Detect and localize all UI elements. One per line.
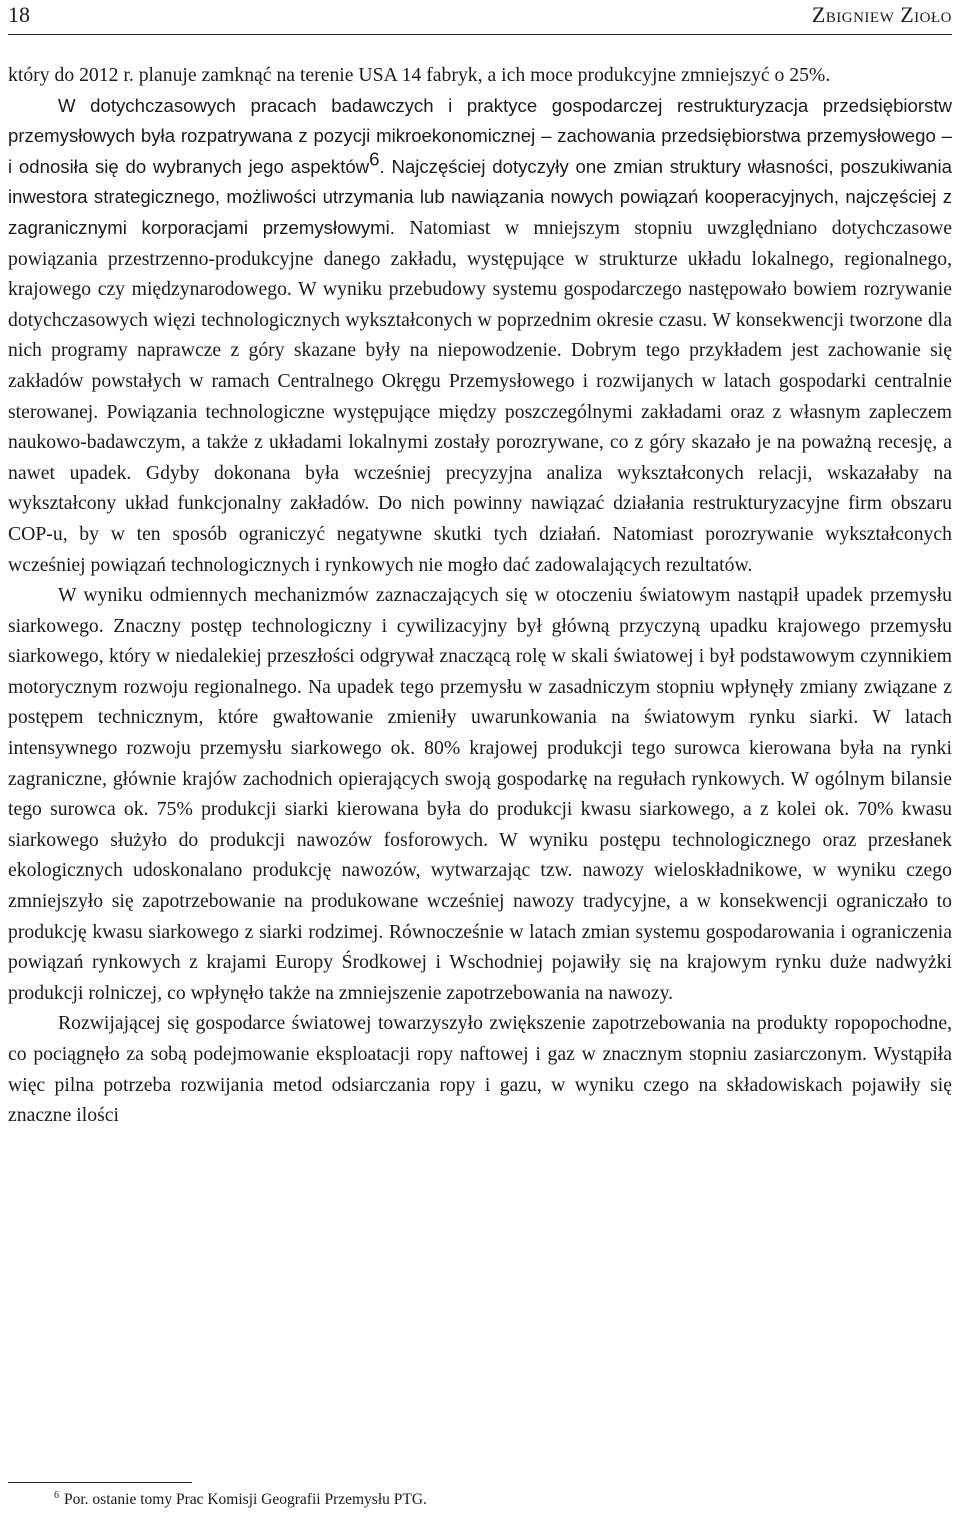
running-head-author: Zbigniew Zioło	[811, 2, 952, 27]
paragraph-2	[8, 91, 952, 581]
page-number: 18	[8, 2, 30, 27]
paragraph-2-sans-part-a: W dotychczasowych pracach badawczych i praktyce gospodarczej restrukturyzacja przedsiębiorstw przemysłowych była rozpatrywana z pozycji mikroekonomicznej – zachowania przedsiębiorstwa przemysłowego – i odnosiła się do wybranych jego aspektów	[8, 94, 952, 177]
paragraph-3: W wyniku odmiennych mechanizmów zaznaczających się w otoczeniu światowym nastąpił upadek przemysłu siarkowego. Znaczny postęp technologiczny i cywilizacyjny był główną przyczyną upadku krajowego przemysłu siarkowego, który w niedalekiej przeszłości odgrywał znaczącą rolę w skali światowej i był podstawowym czynnikiem motorycznym rozwoju regionalnego. Na upadek tego przemysłu w zasadniczym stopniu wpłynęły zmiany związane z postępem technicznym, które gwałtowanie zmieniły uwarunkowania na światowym rynku siarki. W latach intensywnego rozwoju przemysłu siarkowego ok. 80% krajowej produkcji tego surowca kierowana była na rynki zagraniczne, głównie krajów zachodnich opierających swoją gospodarkę na regułach rynkowych. W ogólnym bilansie tego surowca ok. 75% produkcji siarki kierowana była do produkcji kwasu siarkowego, a z kolei ok. 70% kwasu siarkowego służyło do produkcji nawozów fosforowych. W wyniku postępu technologicznego oraz przesłanek ekologicznych udoskonalano produkcję nawozów, wytwarzając tzw. nawozy wieloskładnikowe, w wyniku czego zmniejszyło się zapotrzebowanie na produkowane wcześniej nawozy tradycyjne, a w konsekwencji ograniczało to produkcję kwasu siarkowego z siarki rodzimej. Równocześnie w latach zmian systemu gospodarowania i ograniczenia powiązań rynkowych z krajami Europy Środkowej i Wschodniej pojawiły się na krajowym rynku duże nadwyżki produkcji rolniczej, co wpłynęło także na zmniejszenie zapotrzebowania na nawozy.	[8, 584, 952, 1004]
footnote-reference[interactable]: 6	[369, 148, 380, 170]
footnote-number: 6	[54, 1489, 59, 1501]
footnote-divider	[8, 1482, 192, 1483]
page-header	[8, 0, 952, 35]
body-text	[8, 60, 952, 1131]
footnote	[8, 1490, 952, 1510]
paragraph-2-sans-part-b: . Najczęściej dotyczyły one zmian struktury własności, poszukiwania inwestora strategicznego, możliwości utrzymania lub nawiązania nowych powiązań kooperacyjnych, najczęściej z zagranicznymi korporacjami przemysłowymi.	[8, 155, 952, 238]
paragraph-2-serif-part: Natomiast w mniejszym stopniu uwzględniano dotychczasowe powiązania przestrzenno-produkcyjne danego zakładu, występujące w strukturze układu lokalnego, regionalnego, krajowego czy międzynarodowego. W wyniku przebudowy systemu gospodarczego następowało bowiem rozrywanie dotychczasowych więzi technologicznych wykształconych w poprzednim okresie czasu. W konsekwencji tworzone dla nich programy naprawcze z góry skazane były na niepowodzenie. Dobrym tego przykładem jest zachowanie się zakładów powstałych w ramach Centralnego Okręgu Przemysłowego i rozwijanych w latach gospodarki centralnie sterowanej. Powiązania technologiczne występujące między poszczególnymi zakładami oraz z własnym zapleczem naukowo-badawczym, a także z układami lokalnymi zostały porozrywane, co z góry skazało je na poważną recesję, a nawet upadek. Gdyby dokonana była wcześniej precyzyjna analiza wykształconych relacji, wskazałaby na wykształcony układ funkcjonalny zakładów. Do nich powinny nawiązać działania restrukturyzacyjne firm obszaru COP-u, by w ten sposób ograniczyć negatywne skutki tych działań. Natomiast porozrywanie wykształconych wcześniej powiązań technologicznych i rynkowych nie mogło dać zadowalających rezultatów.	[8, 216, 953, 576]
footnote-text: Por. ostanie tomy Prac Komisji Geografii Przemysłu PTG.	[64, 1491, 427, 1508]
paragraph-4: Rozwijającej się gospodarce światowej towarzyszyło zwiększenie zapotrzebowania na produkty ropopochodne, co pociągnęło za sobą podejmowanie eksploatacji ropy naftowej i gaz w znacznym stopniu zasiarczonym. Wystąpiła więc pilna potrzeba rozwijania metod odsiarczania ropy i gazu, w wyniku czego na składowiskach pojawiły się znaczne ilości	[8, 1012, 952, 1127]
footnote-mark	[8, 1490, 64, 1510]
paragraph-1: który do 2012 r. planuje zamknąć na terenie USA 14 fabryk, a ich moce produkcyjne zmniejszyć o 25%.	[8, 64, 831, 86]
